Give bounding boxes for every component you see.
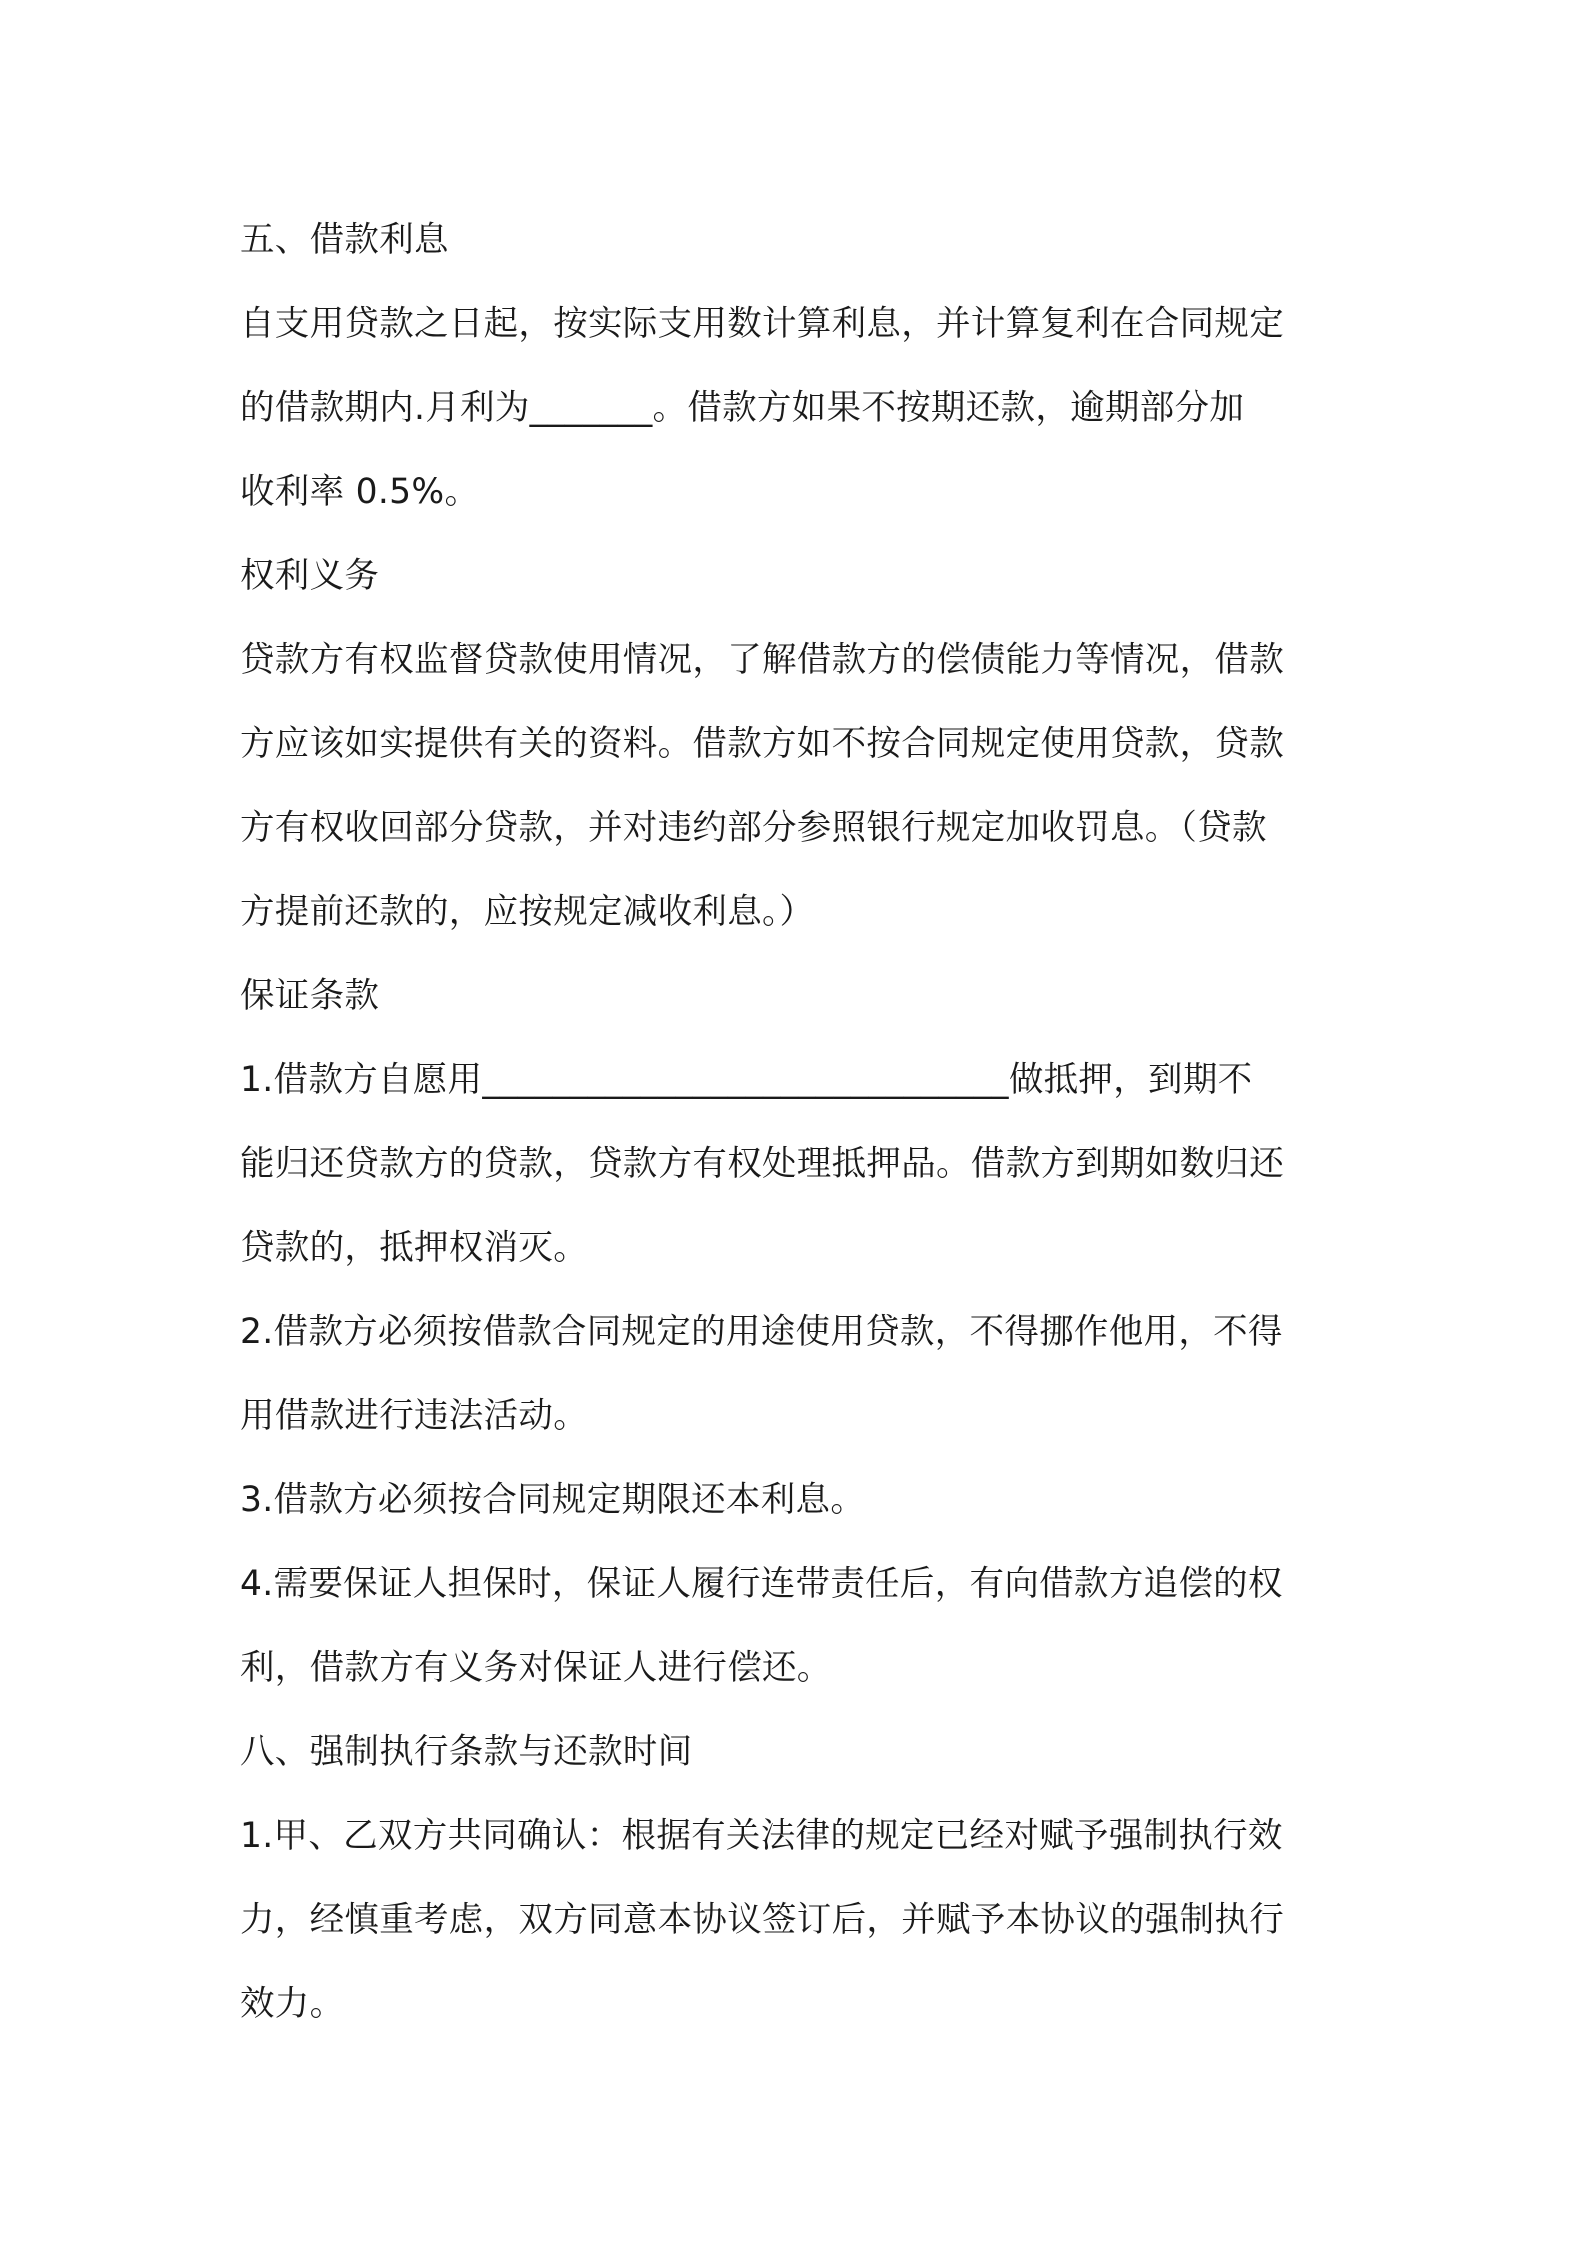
- section-heading-rights: 权利义务: [240, 556, 380, 596]
- body-line: 贷款的，抵押权消灭。: [240, 1228, 588, 1268]
- body-line: 方应该如实提供有关的资料。借款方如不按合同规定使用贷款，贷款: [240, 724, 1284, 764]
- body-line: 2.借款方必须按借款合同规定的用途使用贷款，不得挪作他用，不得: [240, 1312, 1283, 1352]
- body-line: 3.借款方必须按合同规定期限还本利息。: [240, 1480, 866, 1520]
- section-heading-interest: 五、借款利息: [240, 220, 449, 260]
- body-line: 方提前还款的，应按规定减收利息。）: [240, 892, 815, 932]
- body-line: 效力。: [240, 1984, 345, 2024]
- body-line: 方有权收回部分贷款，并对违约部分参照银行规定加收罚息。（贷款: [240, 808, 1267, 848]
- body-line: 收利率 0.5%。: [240, 472, 480, 512]
- body-line: 力，经慎重考虑，双方同意本协议签订后，并赋予本协议的强制执行: [240, 1900, 1284, 1940]
- body-line: 1.甲、乙双方共同确认：根据有关法律的规定已经对赋予强制执行效: [240, 1816, 1283, 1856]
- section-heading-guarantee: 保证条款: [240, 976, 380, 1016]
- body-line: 4.需要保证人担保时，保证人履行连带责任后，有向借款方追偿的权: [240, 1564, 1283, 1604]
- body-line: 的借款期内.月利为_______。借款方如果不按期还款，逾期部分加: [240, 388, 1245, 428]
- body-line: 自支用贷款之日起，按实际支用数计算利息，并计算复利在合同规定: [240, 304, 1284, 344]
- body-line: 1.借款方自愿用______________________________做抵押，到期不: [240, 1060, 1253, 1100]
- section-heading-enforcement: 八、强制执行条款与还款时间: [240, 1732, 693, 1772]
- body-line: 用借款进行违法活动。: [240, 1396, 588, 1436]
- body-line: 能归还贷款方的贷款，贷款方有权处理抵押品。借款方到期如数归还: [240, 1144, 1284, 1184]
- body-line: 贷款方有权监督贷款使用情况，了解借款方的偿债能力等情况，借款: [240, 640, 1284, 680]
- body-line: 利，借款方有义务对保证人进行偿还。: [240, 1648, 832, 1688]
- document-body: [240, 198, 1356, 2046]
